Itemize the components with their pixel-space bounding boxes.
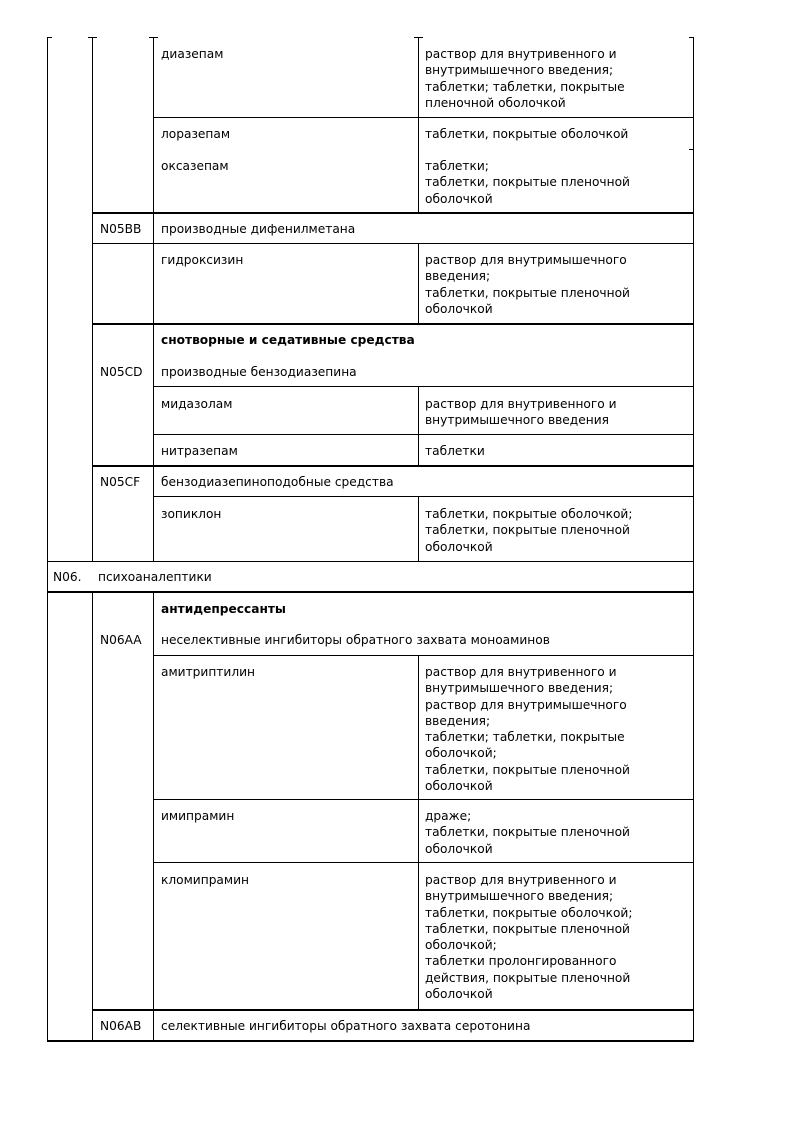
drug-name: гидроксизин bbox=[161, 253, 244, 267]
row-line bbox=[153, 655, 693, 656]
atc-code: N05BB bbox=[100, 222, 142, 236]
atc-code: N05CF bbox=[100, 475, 141, 489]
group-label-line bbox=[153, 214, 154, 244]
dosage-forms: таблетки; таблетки, покрытые пленочной оболочкой bbox=[425, 159, 630, 206]
dosage-forms: раствор для внутривенного и внутримышечного введения; раствор для внутримышечного введения; таблетки; таблетки, покрытые оболочкой; таблетки, покрытые пленочной оболочкой bbox=[425, 665, 630, 794]
name-column-line bbox=[153, 386, 154, 465]
table-border-left bbox=[47, 37, 48, 1041]
row-line bbox=[153, 117, 693, 118]
group-title: селективные ингибиторы обратного захвата серотонина bbox=[161, 1019, 531, 1033]
atc-code: N06. bbox=[53, 570, 82, 584]
group-title: бензодиазепиноподобные средства bbox=[161, 475, 394, 489]
group-title: производные бензодиазепина bbox=[161, 365, 357, 379]
forms-column-line bbox=[418, 655, 419, 1009]
forms-column-line bbox=[418, 244, 419, 323]
drug-name: имипрамин bbox=[161, 809, 235, 823]
code-column-line bbox=[92, 37, 93, 562]
group-label-line bbox=[153, 325, 154, 387]
drug-name: диазепам bbox=[161, 47, 224, 61]
row-line bbox=[92, 243, 693, 244]
name-column-line bbox=[153, 497, 154, 562]
row-line bbox=[92, 1009, 693, 1011]
drug-name: зопиклон bbox=[161, 507, 222, 521]
code-column-line bbox=[92, 591, 93, 1041]
atc-code: N06AB bbox=[100, 1019, 142, 1033]
row-line bbox=[92, 323, 693, 325]
name-column-line bbox=[153, 244, 154, 323]
group-label-line bbox=[153, 467, 154, 497]
row-line bbox=[92, 465, 693, 467]
atc-code: N06AA bbox=[100, 633, 142, 647]
drug-name: нитразепам bbox=[161, 444, 238, 458]
row-line bbox=[153, 386, 693, 387]
page-break-tick bbox=[88, 37, 97, 38]
forms-column-line bbox=[418, 37, 419, 212]
drug-name: мидазолам bbox=[161, 397, 233, 411]
dosage-forms: раствор для внутривенного и внутримышечного введения bbox=[425, 397, 617, 428]
name-column-line bbox=[153, 37, 154, 212]
drug-name: оксазепам bbox=[161, 159, 229, 173]
atc-code: N05CD bbox=[100, 365, 143, 379]
row-line bbox=[47, 1040, 694, 1042]
dosage-forms: драже; таблетки, покрытые пленочной оболочкой bbox=[425, 809, 630, 856]
dosage-forms: таблетки, покрытые оболочкой; таблетки, покрытые пленочной оболочкой bbox=[425, 507, 633, 554]
page-break-tick bbox=[689, 37, 694, 38]
group-title: антидепрессанты bbox=[161, 602, 286, 616]
forms-column-line bbox=[418, 497, 419, 562]
name-column-line bbox=[153, 655, 154, 1009]
row-line bbox=[47, 561, 693, 562]
page-break-tick bbox=[47, 37, 52, 38]
row-line bbox=[153, 434, 693, 435]
row-line bbox=[153, 799, 693, 800]
page-break-tick bbox=[149, 37, 158, 38]
drug-name: кломипрамин bbox=[161, 873, 249, 887]
drug-name: амитриптилин bbox=[161, 665, 256, 679]
table-border-right bbox=[693, 37, 694, 1041]
row-line bbox=[47, 591, 693, 593]
forms-column-line bbox=[418, 386, 419, 465]
dosage-forms: раствор для внутривенного и внутримышечного введения; таблетки, покрытые оболочкой; таблетки, покрытые пленочной оболочкой; таблетки пролонгированного действия, покрытые пленочной оболочкой bbox=[425, 873, 633, 1002]
dosage-forms: таблетки bbox=[425, 444, 485, 458]
group-title: психоаналептики bbox=[98, 570, 212, 584]
group-title: производные дифенилметана bbox=[161, 222, 356, 236]
group-title: снотворные и седативные средства bbox=[161, 333, 415, 347]
dosage-forms: раствор для внутримышечного введения; таблетки, покрытые пленочной оболочкой bbox=[425, 253, 630, 316]
group-label-line bbox=[153, 593, 154, 655]
row-line bbox=[153, 496, 693, 497]
page-break-tick bbox=[689, 149, 694, 150]
group-label-line bbox=[153, 1011, 154, 1041]
dosage-forms: раствор для внутривенного и внутримышечного введения; таблетки; таблетки, покрытые пленочной оболочкой bbox=[425, 47, 625, 110]
page-break-tick bbox=[414, 37, 423, 38]
group-title: неселективные ингибиторы обратного захвата моноаминов bbox=[161, 633, 550, 647]
drug-name: лоразепам bbox=[161, 127, 231, 141]
row-line bbox=[153, 862, 693, 863]
row-line bbox=[92, 212, 693, 214]
dosage-forms: таблетки, покрытые оболочкой bbox=[425, 127, 629, 141]
